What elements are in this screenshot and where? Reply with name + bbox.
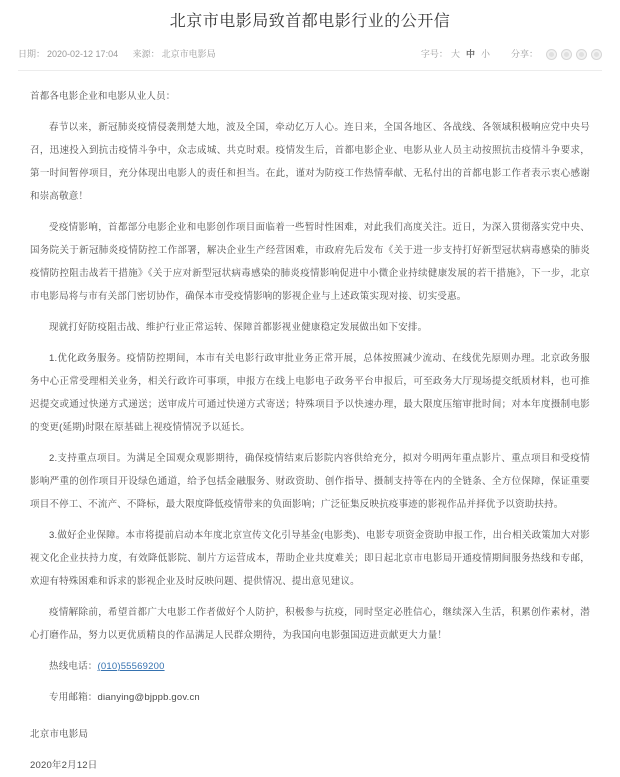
font-size-small-button[interactable]: 小 xyxy=(480,49,490,59)
meta-bar xyxy=(18,47,602,61)
paragraph-closing: 疫情解除前，希望首都广大电影工作者做好个人防护，积极参与抗疫，同时坚定必胜信心，继续深入生活，积累创作素材，潜心打磨作品，努力以更优质精良的作品满足人民群众期待，为我国向电影强国迈进贡献更大力量！ xyxy=(30,607,590,641)
paragraph-policies: 受疫情影响，首都部分电影企业和电影创作项目面临着一些暂时性困难，对此我们高度关注。近日，为深入贯彻落实党中央、国务院关于新冠肺炎疫情防控工作部署，解决企业生产经营困难，市政府先后发布《关于进一步支持打好新型冠状病毒感染的肺炎疫情防控阻击战若干措施》《关于应对新型冠状病毒感染的肺炎疫情影响促进中小微企业持续健康发展的若干措施》，下一步，北京市电影局将与市有关部门密切协作，确保本市受疫情影响的影视企业与上述政策实现对接、切实受惠。 xyxy=(30,222,590,302)
share-wechat-icon[interactable] xyxy=(546,49,557,60)
article-page xyxy=(0,10,620,771)
signature-date: 2020年2月12日 xyxy=(30,760,98,771)
share-more-icon[interactable] xyxy=(591,49,602,60)
article-header xyxy=(0,10,620,71)
paragraph-item-1: 1.优化政务服务。疫情防控期间，本市有关电影行政审批业务正常开展，总体按照减少流动、在线优先原则办理。北京政务服务中心正常受理相关业务，相关行政许可事项，申报方在线上电影电子政务平台申报后，可至政务大厅现场提交纸质材料，也可推迟提交或通过快递方式递送；送审成片可通过快递方式寄送；特殊项目予以快速办理，最大限度压缩审批时间；对本年度摄制电影的变更(延期)时限在原基础上视疫情情况予以延长。 xyxy=(30,353,590,433)
source-label: 来源： xyxy=(132,49,160,59)
email-label: 专用邮箱： xyxy=(49,692,98,703)
font-size-medium-button[interactable]: 中 xyxy=(465,49,475,59)
meta-left xyxy=(18,47,218,61)
paragraph-arrangement-lead: 现就打好防疫阻击战、维护行业正常运转、保障首都影视业健康稳定发展做出如下安排。 xyxy=(49,322,428,333)
hotline-row xyxy=(30,655,590,678)
date-value: 2020-02-12 17:04 xyxy=(47,49,119,59)
email-value: dianying@bjppb.gov.cn xyxy=(97,692,200,703)
share-qq-icon[interactable] xyxy=(576,49,587,60)
font-size-large-button[interactable]: 大 xyxy=(450,49,460,59)
signature-org: 北京市电影局 xyxy=(30,729,89,740)
source-value: 北京市电影局 xyxy=(161,49,216,59)
meta-right xyxy=(421,47,602,61)
paragraph-item-2: 2.支持重点项目。为满足全国观众观影期待，确保疫情结束后影院内容供给充分，拟对今明两年重点影片、重点项目和受疫情影响严重的创作项目开设绿色通道，给予包括金融服务、财政资助、创作指导、摄制支持等在内的全链条、全方位保障，保证重要项目不停工、不流产、不降标，最大限度降低疫情带来的负面影响；广泛征集反映抗疫事迹的影视作品并择优予以资助扶持。 xyxy=(30,453,590,510)
page-title: 北京市电影局致首都电影行业的公开信 xyxy=(169,13,451,30)
paragraph-intro: 春节以来，新冠肺炎疫情侵袭荆楚大地，波及全国，牵动亿万人心。连日来，全国各地区、各战线、各领域积极响应党中央号召，迅速投入到抗击疫情斗争中，众志成城、共克时艰。疫情发生后，首都电影企业、电影从业人员主动按照抗击疫情斗争要求，第一时间暂停项目，充分体现出电影人的责任和担当。在此，谨对为防疫工作热情奉献、无私付出的首都电影工作者表示衷心感谢和崇高敬意！ xyxy=(30,122,590,202)
date-label: 日期： xyxy=(18,49,46,59)
paragraph-item-3: 3.做好企业保障。本市将提前启动本年度北京宣传文化引导基金(电影类)、电影专项资金资助申报工作，出台相关政策加大对影视文化企业扶持力度，有效降低影院、制片方运营成本，帮助企业共度难关；即日起北京市电影局开通疫情期间服务热线和专邮，欢迎有特殊困难和诉求的影视企业及时反映问题、提供情况、提出意见建议。 xyxy=(30,530,590,587)
hotline-label: 热线电话： xyxy=(49,661,98,672)
share-label: 分享： xyxy=(510,49,538,59)
font-size-label: 字号： xyxy=(420,49,448,59)
email-row xyxy=(30,686,590,709)
letter-body xyxy=(0,71,620,777)
salutation: 首都各电影企业和电影从业人员： xyxy=(30,91,176,102)
share-weibo-icon[interactable] xyxy=(561,49,572,60)
hotline-phone-link[interactable]: (010)55569200 xyxy=(97,661,165,672)
